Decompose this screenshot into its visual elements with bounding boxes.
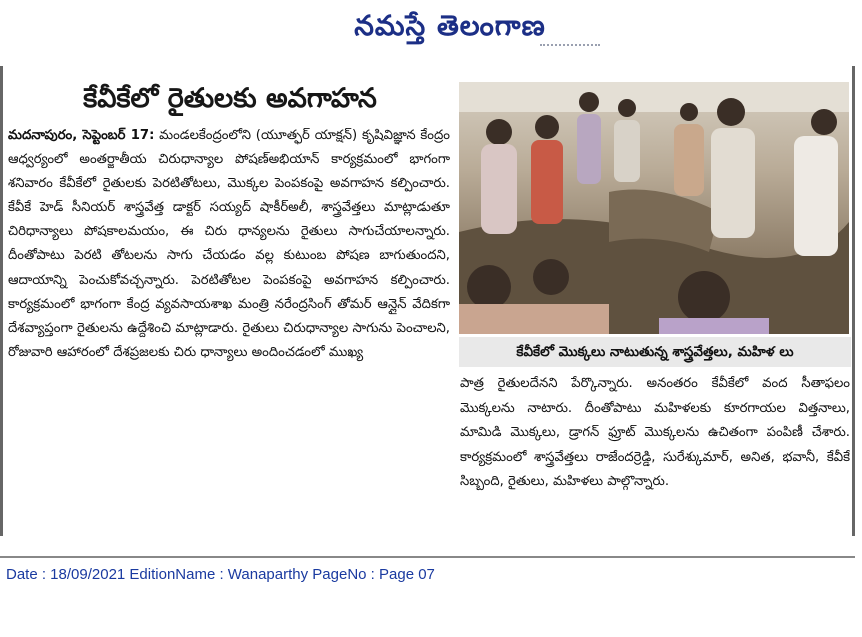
article-headline: కేవీకేలో రైతులకు అవగాహన: [83, 83, 377, 114]
article-dateline: మదనాపురం, సెప్టెంబర్ 17:: [8, 128, 155, 143]
article-photo: [459, 82, 849, 334]
article-body-right: [460, 372, 850, 495]
edition-footer: Date : 18/09/2021 EditionName : Wanaparthy PageNo : Page 07: [6, 566, 435, 583]
article-text-left: మండలకేంద్రంలోని (యూత్ఫర్ యాక్షన్) కృషివిజ్ఞాన కేంద్రం ఆధ్వర్యంలో అంతర్జాతీయ చిరుధాన్యాల పోషణ్అభియాన్ కార్యక్రమంలో భాగంగా శనివారం కేవీకేలో రైతులకు పెరటితోటలు, మొక్కల పెంపకంపై అవగాహన కల్పించారు. కేవీకే హెడ్ సీనియర్ శాస్త్రవేత్త డాక్టర్ సయ్యద్ షాకీర్అలీ, శాస్త్రవేత్తలు మాట్లాడుతూ చిరిధాన్యాలు పోషకాలమయం, ఈ చిరు ధాన్యలను రైతులు సాగుచేయాలన్నారు. దీంతోపాటు పెరటి తోటలను సాగు చేయడం వల్ల కుటుంబ పోషణ బాగుతుందని, ఆదాయాన్ని పెంచుకోవచ్చన్నారు. పెరటితోటల పెంపకంపై అవగాహన కల్పించారు. కార్యక్రమంలో భాగంగా కేంద్ర వ్యవసాయశాఖ మంత్రి నరేంద్రసింగ్ తోమర్ ఆన్లైన్ వేదికగా దేశవ్యాప్తంగా రైతులను ఉద్దేశించి మాట్లాడారు. రైతులు చిరుధాన్యాల సాగును పెంచాలని, రోజువారి ఆహారంలో దేశప్రజలకు చిరు ధాన్యాలు అందించడంలో ముఖ్య: [8, 128, 450, 360]
newspaper-masthead: నమస్తే తెలంగాణ: [354, 9, 546, 42]
article-paragraph-left: [8, 124, 450, 365]
photo-caption: కేవీకేలో మొక్కలు నాటుతున్న శాస్త్రవేత్తలు, మహిళ లు: [459, 337, 851, 367]
page-frame-right: [852, 66, 855, 536]
masthead-divider: [540, 44, 600, 50]
page-frame-bottom: [0, 556, 855, 558]
article-text-right: పాత్ర రైతులదేనని పేర్కొన్నారు. అనంతరం కేవీకేలో వంద సీతాఫలం మొక్కలను నాటారు. దీంతోపాటు మహిళలకు కూరగాయల విత్తనాలు, మామిడి మొక్కలు, డ్రాగన్ ఫ్రూట్ మొక్కలను ఉచితంగా పంపిణీ చేశారు. కార్యక్రమంలో శాస్త్రవేత్తలు రాజేందర్రెడ్డి, సురేశ్కుమార్, అనిత, భవానీ, కేవీకే సిబ్బంది, రైతులు, మహిళలు పాల్గొన్నారు.: [460, 376, 850, 490]
article-body-left: [8, 124, 450, 365]
page-frame-left: [0, 66, 3, 536]
photo-illustration: [459, 82, 849, 334]
